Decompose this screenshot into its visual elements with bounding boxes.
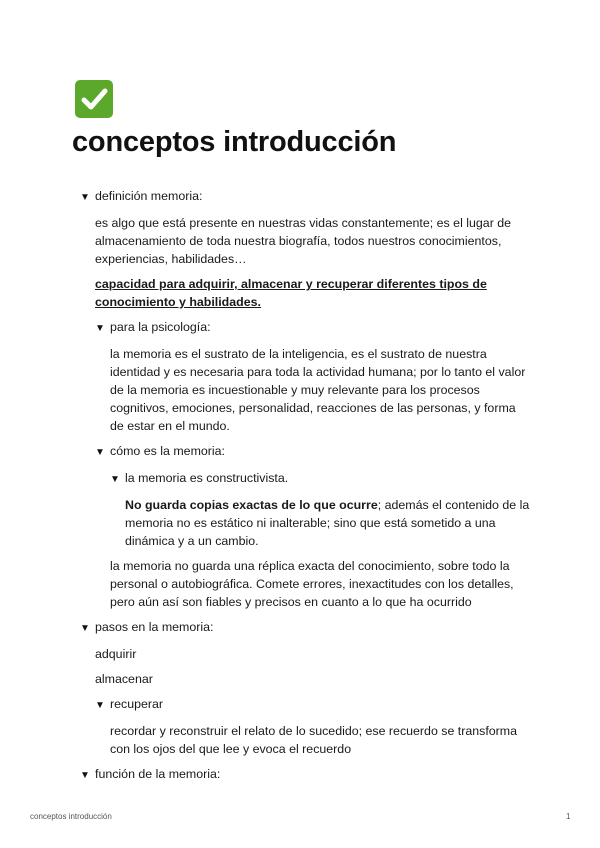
toggle-label: pasos en la memoria: bbox=[95, 620, 214, 634]
bold-text: No guarda copias exactas de lo que ocurre bbox=[125, 498, 378, 512]
toggle-body-definicion bbox=[80, 214, 530, 611]
toggle-body-psicologia bbox=[95, 345, 530, 435]
toggle-body-recuperar bbox=[95, 722, 530, 758]
toggle-como[interactable] bbox=[95, 442, 530, 462]
toggle-label: para la psicología: bbox=[110, 320, 211, 334]
paragraph: adquirir bbox=[95, 647, 137, 661]
toggle-label: cómo es la memoria: bbox=[110, 444, 225, 458]
check-mark-icon bbox=[75, 80, 113, 118]
page-content bbox=[80, 187, 530, 792]
paragraph: almacenar bbox=[95, 672, 153, 686]
toggle-definicion[interactable] bbox=[80, 187, 530, 207]
footer-page-number: 1 bbox=[566, 812, 571, 821]
paragraph: recordar y reconstruir el relato de lo sucedido; ese recuerdo se transforma con los ojos del que lee y evoca el recuerdo bbox=[110, 724, 518, 756]
highlighted-definition: capacidad para adquirir, almacenar y recuperar diferentes tipos de conocimiento y habilidades. bbox=[95, 277, 487, 309]
toggle-label: función de la memoria: bbox=[95, 767, 221, 781]
toggle-pasos[interactable] bbox=[80, 618, 530, 638]
toggle-label: recuperar bbox=[110, 697, 164, 711]
triangle-down-icon[interactable]: ▼ bbox=[110, 474, 120, 485]
triangle-down-icon[interactable]: ▼ bbox=[95, 323, 105, 334]
toggle-psicologia[interactable] bbox=[95, 318, 530, 338]
triangle-down-icon[interactable]: ▼ bbox=[80, 770, 90, 781]
toggle-recuperar[interactable] bbox=[95, 695, 530, 715]
toggle-label: la memoria es constructivista. bbox=[125, 471, 289, 485]
paragraph: la memoria no guarda una réplica exacta del conocimiento, sobre todo la personal o autobiográfica. Comete errores, inexactitudes con los detalles, pero aún así son fiables y precisos en cuanto a lo que ha ocurrido bbox=[110, 559, 514, 609]
paragraph bbox=[125, 496, 530, 550]
paragraph: la memoria es el sustrato de la inteligencia, es el sustrato de nuestra identidad y es necesaria para toda la actividad humana; por lo tanto el valor de la memoria es incuestionable y muy relevante para los procesos cognitivos, emociones, personalidad, reacciones de las personas, y forma de estar en el mundo. bbox=[110, 347, 526, 433]
toggle-body-constructivista bbox=[110, 496, 530, 550]
triangle-down-icon[interactable]: ▼ bbox=[80, 623, 90, 634]
toggle-funcion[interactable] bbox=[80, 765, 530, 785]
page-title: conceptos introducción bbox=[72, 126, 397, 158]
toggle-body-como bbox=[95, 469, 530, 611]
toggle-body-pasos bbox=[80, 645, 530, 758]
toggle-constructivista[interactable] bbox=[110, 469, 530, 489]
triangle-down-icon[interactable]: ▼ bbox=[95, 447, 105, 458]
paragraph: es algo que está presente en nuestras vidas constantemente; es el lugar de almacenamiento de toda nuestra biografía, todos nuestros conocimientos, experiencias, habilidades… bbox=[95, 216, 512, 266]
triangle-down-icon[interactable]: ▼ bbox=[95, 700, 105, 711]
footer-doc-name: conceptos introducción bbox=[30, 812, 112, 821]
triangle-down-icon[interactable]: ▼ bbox=[80, 192, 90, 203]
toggle-label: definición memoria: bbox=[95, 189, 203, 203]
paragraph-text: ; además el contenido de la memoria no es estático ni inalterable; sino que está sometido a una dinámica y a un cambio. bbox=[125, 498, 530, 548]
